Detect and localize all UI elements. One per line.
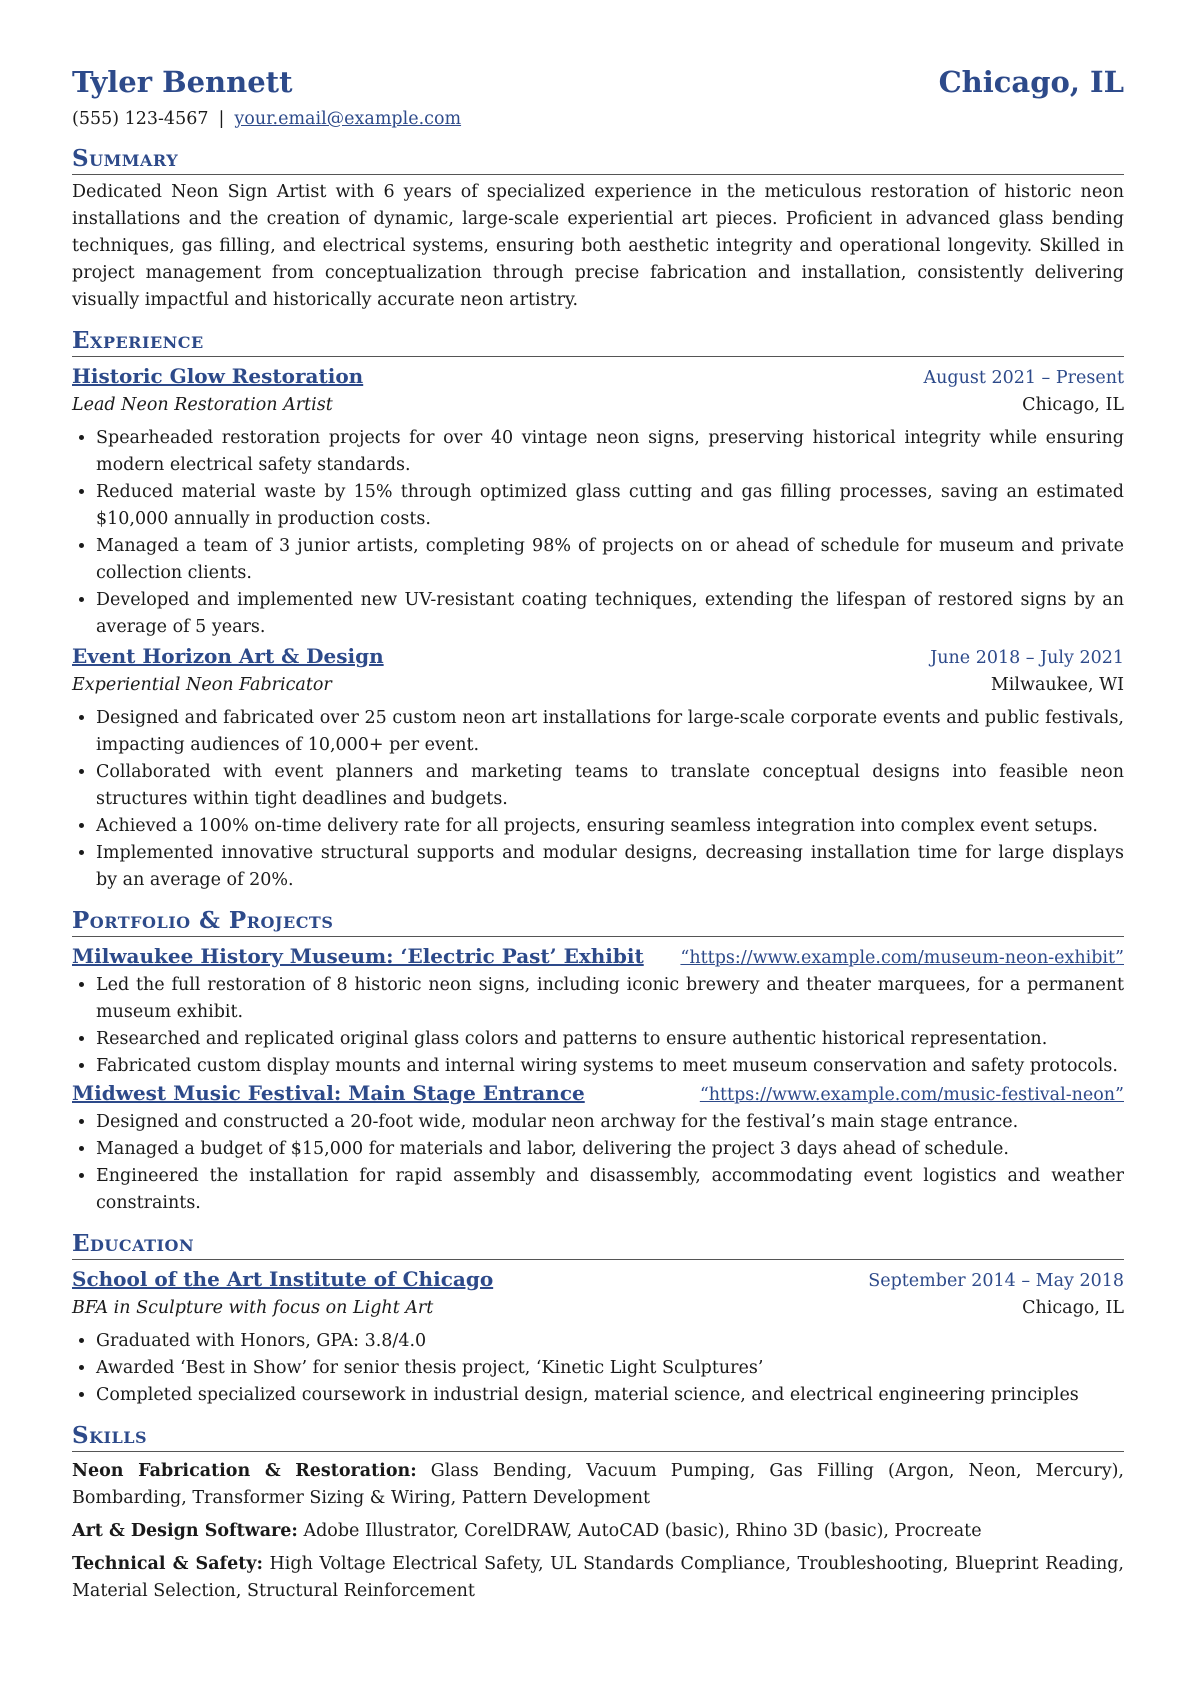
job-date: August 2021 – Present (923, 368, 1124, 388)
education-entry (72, 1266, 1124, 1409)
bullet-item: • Awarded ‘Best in Show’ for senior thesis project, ‘Kinetic Light Sculptures’ (96, 1355, 1124, 1382)
project-entry (72, 1080, 1124, 1217)
skill-group-label: Neon Fabrication & Restoration: (72, 1461, 417, 1481)
bullet-item: • Collaborated with event planners and marketing teams to translate conceptual designs into feasible neon structures within tight deadlines and budgets. (96, 759, 1124, 813)
section-title-experience: Experience (72, 326, 1124, 357)
job-org-link[interactable]: Historic Glow Restoration (72, 364, 364, 388)
bullet-item: • Implemented innovative structural supports and modular designs, decreasing installation time for large displays by an average of 20%. (96, 840, 1124, 894)
bullet-item: • Spearheaded restoration projects for over 40 vintage neon signs, preserving historical integrity while ensuring modern electrical safety standards. (96, 425, 1124, 479)
job-bullets (72, 425, 1124, 641)
skill-group-label: Art & Design Software: (72, 1521, 298, 1541)
project-bullets (72, 1109, 1124, 1217)
section-title-skills: Skills (72, 1421, 1124, 1452)
bullet-item: • Researched and replicated original glass colors and patterns to ensure authentic historical representation. (96, 1026, 1124, 1053)
phone-number: (555) 123-4567 (72, 109, 209, 129)
bullet-item: • Engineered the installation for rapid assembly and disassembly, accommodating event logistics and weather constraints. (96, 1163, 1124, 1217)
skill-group-label: Technical & Safety: (72, 1554, 263, 1574)
project-bullets (72, 972, 1124, 1080)
project-entry (72, 943, 1124, 1080)
skill-group-text: High Voltage Electrical Safety, UL Standards Compliance, Troubleshooting, Blueprint Reading, Material Selection, Structural Reinforcement (72, 1554, 1124, 1601)
contact-line (72, 106, 1124, 132)
skill-group (72, 1518, 1124, 1545)
job-location: Milwaukee, WI (990, 675, 1124, 695)
skill-group (72, 1458, 1124, 1512)
project-url-link[interactable]: “https://www.example.com/music-festival-neon” (699, 1085, 1124, 1105)
job-date: June 2018 – July 2021 (930, 648, 1124, 668)
bullet-item: • Designed and constructed a 20-foot wide, modular neon archway for the festival’s main stage entrance. (96, 1109, 1124, 1136)
email-link[interactable]: your.email@example.com (234, 109, 462, 129)
job-entry (72, 643, 1124, 894)
job-bullets (72, 705, 1124, 894)
school-name-link[interactable]: School of the Art Institute of Chicago (72, 1267, 494, 1291)
bullet-item: • Reduced material waste by 15% through optimized glass cutting and gas filling processes, saving an estimated $10,000 annually in production costs. (96, 479, 1124, 533)
candidate-name: Tyler Bennett (72, 65, 293, 99)
summary-text: Dedicated Neon Sign Artist with 6 years of specialized experience in the meticulous restoration of historic neon installations and the creation of dynamic, large-scale experiential art pieces. Proficient in advanced glass bending techniques, gas filling, and electrical systems, ensuring both aesthetic integrity and operational longevity. Skilled in project management from conceptualization through precise fabrication and installation, consistently delivering visually impactful and historically accurate neon artistry. (72, 182, 1124, 310)
education-location: Chicago, IL (1022, 1298, 1124, 1318)
job-org-link[interactable]: Event Horizon Art & Design (72, 644, 384, 668)
project-name-link[interactable]: Milwaukee History Museum: ‘Electric Past’ Exhibit (72, 944, 644, 968)
skill-group (72, 1551, 1124, 1605)
section-title-summary: Summary (72, 144, 1124, 175)
skill-group-text: Glass Bending, Vacuum Pumping, Gas Filling (Argon, Neon, Mercury), Bombarding, Transformer Sizing & Wiring, Pattern Development (72, 1461, 1124, 1508)
project-url-link[interactable]: “https://www.example.com/museum-neon-exhibit” (680, 948, 1124, 968)
job-location: Chicago, IL (1022, 395, 1124, 415)
section-title-education: Education (72, 1229, 1124, 1260)
job-role: Lead Neon Restoration Artist (72, 395, 333, 415)
bullet-item: • Achieved a 100% on-time delivery rate for all projects, ensuring seamless integration into complex event setups. (96, 813, 1124, 840)
bullet-item: • Led the full restoration of 8 historic neon signs, including iconic brewery and theater marquees, for a permanent museum exhibit. (96, 972, 1124, 1026)
education-date: September 2014 – May 2018 (868, 1271, 1124, 1291)
job-entry (72, 363, 1124, 641)
bullet-item: • Graduated with Honors, GPA: 3.8/4.0 (96, 1328, 1124, 1355)
bullet-item: • Completed specialized coursework in industrial design, material science, and electrical engineering principles (96, 1382, 1124, 1409)
candidate-location: Chicago, IL (938, 65, 1124, 99)
bullet-item: • Managed a budget of $15,000 for materials and labor, delivering the project 3 days ahead of schedule. (96, 1136, 1124, 1163)
bullet-item: • Developed and implemented new UV-resistant coating techniques, extending the lifespan of restored signs by an average of 5 years. (96, 587, 1124, 641)
bullet-item: • Managed a team of 3 junior artists, completing 98% of projects on or ahead of schedule for museum and private collection clients. (96, 533, 1124, 587)
education-bullets (72, 1328, 1124, 1409)
job-role: Experiential Neon Fabricator (72, 675, 332, 695)
contact-separator: | (218, 109, 225, 129)
resume-header (72, 62, 1124, 102)
section-title-portfolio: Portfolio & Projects (72, 906, 1124, 937)
project-name-link[interactable]: Midwest Music Festival: Main Stage Entrance (72, 1081, 585, 1105)
skill-group-text: Adobe Illustrator, CorelDRAW, AutoCAD (basic), Rhino 3D (basic), Procreate (303, 1521, 982, 1541)
degree: BFA in Sculpture with focus on Light Art (72, 1298, 434, 1318)
bullet-item: • Fabricated custom display mounts and internal wiring systems to meet museum conservation and safety protocols. (96, 1053, 1124, 1080)
bullet-item: • Designed and fabricated over 25 custom neon art installations for large-scale corporate events and public festivals, impacting audiences of 10,000+ per event. (96, 705, 1124, 759)
